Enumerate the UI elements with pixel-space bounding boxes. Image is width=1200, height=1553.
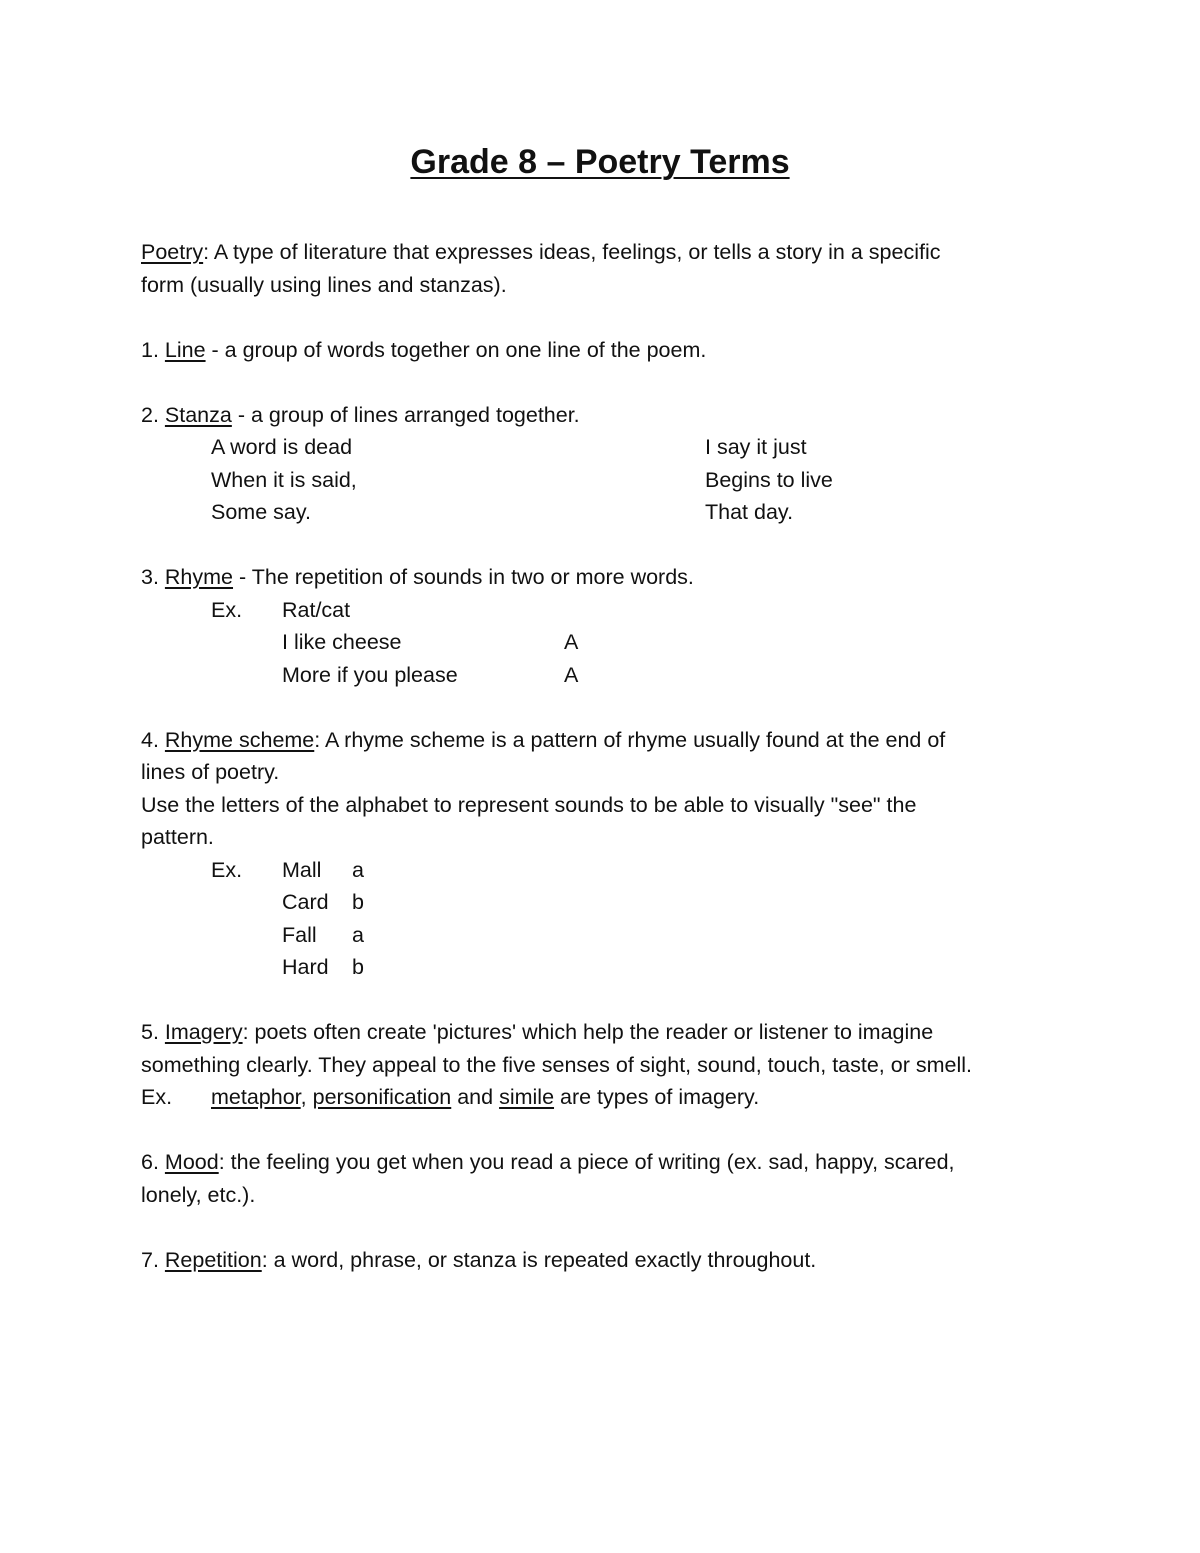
rhyme-example-row — [141, 626, 1071, 659]
scheme-example-row — [141, 886, 1071, 919]
item-number: 6. — [141, 1150, 165, 1174]
rhyme-example-row — [141, 659, 1071, 692]
stanza-example-row — [141, 496, 1071, 529]
rhyme-example-text: Rat/cat — [282, 597, 351, 622]
document-body — [141, 236, 1071, 1276]
scheme-word: Fall — [282, 922, 317, 947]
scheme-example-row — [141, 951, 1071, 984]
scheme-word: Mall — [282, 857, 322, 882]
term-definition: - a group of words together on one line of the poem. — [205, 337, 707, 362]
rhyme-scheme-text: Use the letters of the alphabet to represent sounds to be able to visually "see" the — [141, 792, 917, 817]
rhyme-letter: A — [564, 662, 579, 687]
item-number: 1. — [141, 337, 165, 362]
item-number: 3. — [141, 565, 165, 589]
stanza-right-line: Begins to live — [705, 467, 833, 492]
scheme-example-row — [141, 919, 1071, 952]
example-label: Ex. — [211, 857, 243, 882]
stanza-example-row — [141, 464, 1071, 497]
imagery-text: something clearly. They appeal to the five senses of sight, sound, touch, taste, or smell. — [141, 1052, 972, 1077]
term-item-stanza — [141, 399, 1071, 432]
item-number: 7. — [141, 1247, 165, 1272]
rhyme-scheme-text: pattern. — [141, 825, 214, 849]
term-definition: : poets often create 'pictures' which help the reader or listener to imagine — [242, 1020, 934, 1044]
separator: , — [300, 1085, 313, 1109]
example-label: Ex. — [211, 597, 243, 622]
scheme-letter: a — [352, 922, 364, 947]
item-number: 2. — [141, 402, 165, 427]
stanza-right-line: I say it just — [705, 435, 807, 459]
rhyme-example-row — [141, 594, 1071, 627]
rhyme-scheme-text: lines of poetry. — [141, 760, 280, 784]
term-personification: personification — [312, 1085, 452, 1109]
term-rhyme-scheme: Rhyme scheme — [164, 727, 315, 752]
term-item-line — [141, 334, 1071, 367]
scheme-word: Hard — [282, 955, 329, 979]
term-definition: : the feeling you get when you read a piece of writing (ex. sad, happy, scared, — [218, 1150, 955, 1174]
term-item-imagery — [141, 1016, 1071, 1049]
separator: and — [451, 1085, 500, 1109]
term-poetry: Poetry — [141, 240, 204, 264]
stanza-example-row — [141, 431, 1071, 464]
mood-text: lonely, etc.). — [141, 1182, 256, 1207]
term-imagery: Imagery — [164, 1020, 243, 1044]
poetry-definition-line-1 — [141, 236, 1071, 269]
stanza-left-line: When it is said, — [211, 467, 357, 492]
term-simile: simile — [499, 1085, 555, 1109]
term-definition: - The repetition of sounds in two or more words. — [233, 565, 694, 589]
term-item-rhyme — [141, 561, 1071, 594]
rhyme-example-text: More if you please — [282, 662, 458, 687]
stanza-right-line: That day. — [705, 500, 794, 524]
term-item-rhyme-scheme — [141, 724, 1071, 757]
term-mood: Mood — [164, 1150, 219, 1174]
term-line: Line — [164, 337, 206, 362]
imagery-example-row — [141, 1081, 1071, 1114]
term-definition: - a group of lines arranged together. — [231, 402, 580, 427]
term-item-mood — [141, 1146, 1071, 1179]
poetry-definition-line-2: form (usually using lines and stanzas). — [141, 272, 507, 297]
scheme-letter: a — [352, 857, 364, 882]
stanza-left-line: Some say. — [211, 500, 311, 524]
term-repetition: Repetition — [164, 1247, 262, 1272]
stanza-left-line: A word is dead — [211, 435, 353, 459]
poetry-definition-text: : A type of literature that expresses ideas, feelings, or tells a story in a specific — [203, 240, 941, 264]
imagery-example — [211, 1081, 759, 1114]
imagery-example-tail: are types of imagery. — [554, 1085, 760, 1109]
scheme-letter: b — [352, 955, 364, 979]
item-number: 5. — [141, 1020, 165, 1044]
term-item-repetition — [141, 1244, 1071, 1277]
scheme-example-row — [141, 854, 1071, 887]
term-definition: : A rhyme scheme is a pattern of rhyme usually found at the end of — [314, 727, 946, 752]
term-stanza: Stanza — [164, 402, 232, 427]
example-label: Ex. — [141, 1085, 173, 1109]
item-number: 4. — [141, 727, 165, 752]
term-rhyme: Rhyme — [164, 565, 234, 589]
term-definition: : a word, phrase, or stanza is repeated exactly throughout. — [261, 1247, 817, 1272]
rhyme-letter: A — [564, 630, 579, 654]
rhyme-example-text: I like cheese — [282, 630, 402, 654]
scheme-letter: b — [352, 890, 364, 914]
scheme-word: Card — [282, 890, 329, 914]
term-metaphor: metaphor — [211, 1085, 301, 1109]
page-title: Grade 8 – Poetry Terms — [410, 143, 790, 181]
